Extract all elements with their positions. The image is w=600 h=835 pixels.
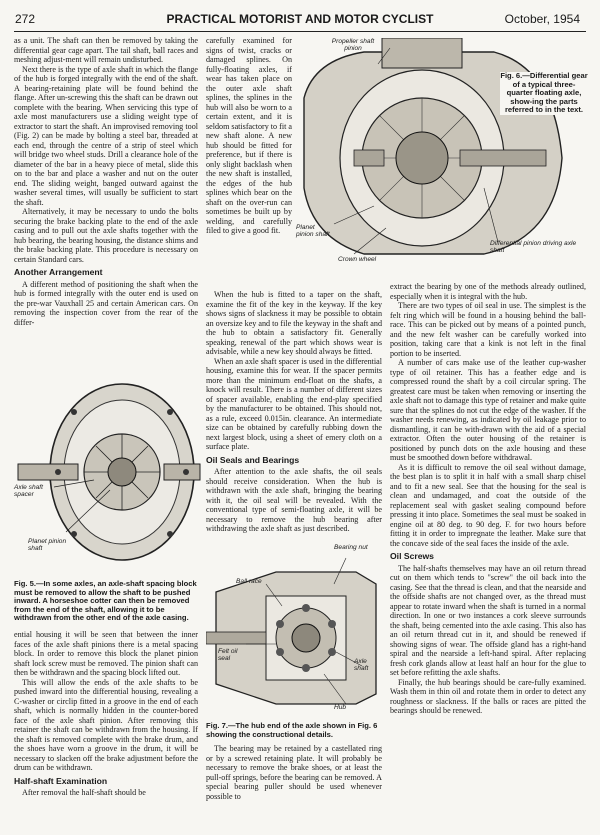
- col2-last-text: [206, 744, 382, 801]
- paragraph: After attention to the axle shafts, the oil seals should receive consideration. When the hub is withdrawn with the axle shaft, bringing the bearing with it, the oil seal will be revealed. With the conventional type of semi-floating axle, it will be necessary to remove the hub bearing after withdrawing the axle shaft as just described.: [206, 467, 382, 533]
- page-number: 272: [15, 12, 36, 26]
- fig6-label-differential: Differential pinion driving axle shaft: [490, 240, 577, 255]
- col2-bottom-text: [206, 290, 382, 534]
- magazine-title: PRACTICAL MOTORIST AND MOTOR CYCLIST: [166, 12, 434, 26]
- paragraph: After removal the half-shaft should be: [22, 788, 146, 797]
- paragraph: carefully examined for signs of twist, cracks or damaged splines. On fully-floating axles, if wear has taken place on the outer axle shaft splines, the splines in the hub will also be worn to a certain extent, and it is seldom satisfactory to fit a new shaft alone. A new hub should be fitted for preference, but if there is only slight backlash when the new shaft is installed, the edges of the hub splines which bear on the shaft on the over-run can sometimes be built up by welding, and carefully filed to give a good fit.: [206, 36, 292, 235]
- fig7-label-axle-shaft: Axle shaft: [354, 658, 369, 673]
- figure-7-illustration: [206, 544, 382, 720]
- paragraph: As it is difficult to remove the oil seal without damage, the best plan is to split it in half with a small sharp chisel and to fit a new seal. See that the housing for the seal is clean and undamaged, and coat the outside of the replacement seal with gasket sealing compound before pressing it into place. Sometimes the seal must be soaked in engine oil at 80 deg. to 90 deg. F. for two hours before fitting it in order to impregnate the leather. Make sure that the concave side of the seal faces the inside of the axle.: [390, 462, 586, 548]
- paragraph: This will allow the ends of the axle shafts to be pushed inward into the differential housing, revealing a C-washer or circlip fitted in a groove in the end of each shaft, which is normally hidden in the counter-bored face of the axle shaft pinion. After removing this retainer the shaft can be withdrawn from the housing. If the shaft is removed complete with the brake drum, and the shoes have worn a groove in the drum, it will be necessary to slacken off the brake adjustment before the drum can be withdrawn.: [14, 677, 198, 772]
- col1-top-text: [14, 36, 198, 327]
- col1-bottom-text: [14, 630, 198, 798]
- col2-top-text: [206, 36, 292, 236]
- paragraph: Next there is the type of axle shaft in which the flange of the hub is forged integrally with the end of the shaft. A bearing-retaining plate will be found behind the flange. After un-screwing this the shaft can be drawn out complete with the bearing. When servicing this type of axle most manufacturers use a sliding weight type of extractor to start the shaft. An improvised removing tool (Fig. 2) can be made by bolting a steel bar, threaded at each end, through the centre of a strip of steel which will bridge two wheel studs. Drill a clearance hole of the diameter of the bar in a heavy piece of metal, slide this on to the bar and place a washer and nut on the outer end. The sliding weight, banged outward against the washer several times, will usually be sufficient to start the shaft.: [14, 64, 198, 207]
- paragraph: There are two types of oil seal in use. The simplest is the felt ring which will be found in a housing behind the ball-race. This can be picked out by means of a pointed punch, and the new felt washer can be carefully worked into position, taking care that a kink is not left in the final portion to be inserted.: [390, 301, 586, 358]
- figure-7-caption: Fig. 7.—The hub end of the axle shown in Fig. 6 showing the constructional details.: [206, 721, 378, 739]
- paragraph: A different method of positioning the shaft when the hub is formed integrally with the outer end is used on the pre-war Vauxhall 25 and certain American cars. On removing the inspection cover from the rear of the differ-: [14, 279, 198, 327]
- paragraph: Finally, the hub bearings should be care-fully examined. Wash them in thin oil and rotate them in order to detect any roughness or slackness. If the balls or races are pitted the bearings should be renewed.: [390, 677, 586, 715]
- header-rule: [14, 31, 586, 32]
- figure-5-caption: Fig. 5.—In some axles, an axle-shaft spacing block must be removed to allow the shaft to be pushed inward. A horseshoe cotter can then be removed from the end of the shaft, allowing it to be withdrawn from the other end of the axle casing.: [14, 579, 197, 623]
- fig7-label-bearing-nut: Bearing nut: [334, 544, 368, 551]
- paragraph: A number of cars make use of the leather cup-washer type of oil retainer. This has a feather edge and is compressed round the shaft by a coil circular spring. The greatest care must be taken when removing or inserting the axle shaft not to damage this type of retainer and make quite sure that the splines do not cut the edge of the washer. If the washer needs renewing, as indicated by oil leakage prior to dismantling, it can be with-drawn with the aid of a special extractor. Often the outer housing of the retainer is positioned by punch dots on the axle housing and these must be smoothed down before withdrawal.: [390, 358, 586, 462]
- subheading-oil-screws: Oil Screws: [390, 551, 434, 561]
- fig6-label-planet: Planet pinion shaft: [296, 224, 330, 239]
- fig7-label-oil-seal: Felt oil seal: [218, 648, 238, 663]
- fig6-label-propeller: Propeller shaft pinion: [331, 38, 375, 53]
- subheading-half-shaft-examination: Half-shaft Examination: [14, 775, 108, 786]
- subheading-another-arrangement: Another Arrangement: [14, 267, 103, 277]
- paragraph: as a unit. The shaft can then be removed by taking the differential gear cage apart. The tail shaft, ball races and meshing adjust-ment will remain undisturbed.: [14, 36, 198, 64]
- issue-date: October, 1954: [504, 12, 580, 26]
- fig7-label-ball-race: Ball race: [236, 578, 262, 585]
- fig7-drawing: [206, 544, 382, 720]
- paragraph: The bearing may be retained by a castellated ring or by a screwed retaining plate. It will probably be necessary to remove the brake shoes, or at least the pull-off springs, before the bearing can be removed. A special bearing puller should be used whenever possible to: [206, 744, 382, 801]
- figure-6-caption: Fig. 6.—Differential gear of a typical three-quarter floating axle, show-ing the parts referred to in the text.: [500, 71, 588, 115]
- paragraph: When the hub is fitted to a taper on the shaft, examine the fit of the key in the keyway. If the key shows signs of slackness it may be possible to obtain an oversize key and to file the keyway in the shaft and the hub to obtain a satisfactory fit. Generally speaking, renewal of the part which shows wear is advisable, while a new key should always be fitted.: [206, 290, 382, 356]
- paragraph: ential housing it will be seen that between the inner faces of the axle shaft pinions there is a metal spacing block. In order to remove this block the planet pinion shaft lock screw must be removed. The pinion shaft can then be withdrawn and the spacing block lifted out.: [14, 630, 198, 677]
- paragraph: extract the bearing by one of the methods already outlined, especially when it is integral with the hub.: [390, 282, 586, 301]
- fig5-label-spacer: Axle shaft spacer: [14, 484, 43, 499]
- paragraph: The half-shafts themselves may have an oil return thread cut on them which tends to "screw" the oil back into the casing. See that the thread is clean, and that the nearside and the offside shafts are not changed over, as the thread must appear to rotate inward when the shaft is turned in a normal direction. In one or two instances a cork sleeve surrounds the shaft, being cemented into the axle casing. This also has an oil return thread cut in it, and should be renewed if showing signs of wear. The offside gland has a right-hand spiral and the nearside a left-hand spiral. After replacing fresh cork glands allow at least half an hour for the glue to set before refitting the axle shafts.: [390, 563, 586, 677]
- fig7-label-hub: Hub: [334, 704, 347, 711]
- figure-5-illustration: [14, 372, 204, 577]
- fig6-label-crown: Crown wheel: [338, 256, 377, 263]
- fig5-label-pinion: Planet pinion shaft: [28, 538, 67, 553]
- paragraph: Alternatively, it may be necessary to undo the bolts securing the brake backing plate to the end of the axle casing and to pull out the axle shafts together with the hub bearing, the bearing housing, the distance shims and the brake backing plate. This procedure is necessary on certain Standard cars.: [14, 207, 198, 264]
- paragraph: When an axle shaft spacer is used in the differential housing, examine this for wear. If the spacer permits more than the minimum end-float on the shafts, a knock will result. There is a number of different sizes of spacer available, enabling the end-play specified by the manufacturer to be obtained. This should not, as a rule, exceed 0.015in. clearance. An intermediate size can be obtained by carefully rubbing down the next largest block, using a sheet of emery cloth on a surface plate.: [206, 356, 382, 451]
- page-header: [0, 10, 600, 30]
- subheading-oil-seals: Oil Seals and Bearings: [206, 454, 300, 465]
- col3-text: [390, 282, 586, 716]
